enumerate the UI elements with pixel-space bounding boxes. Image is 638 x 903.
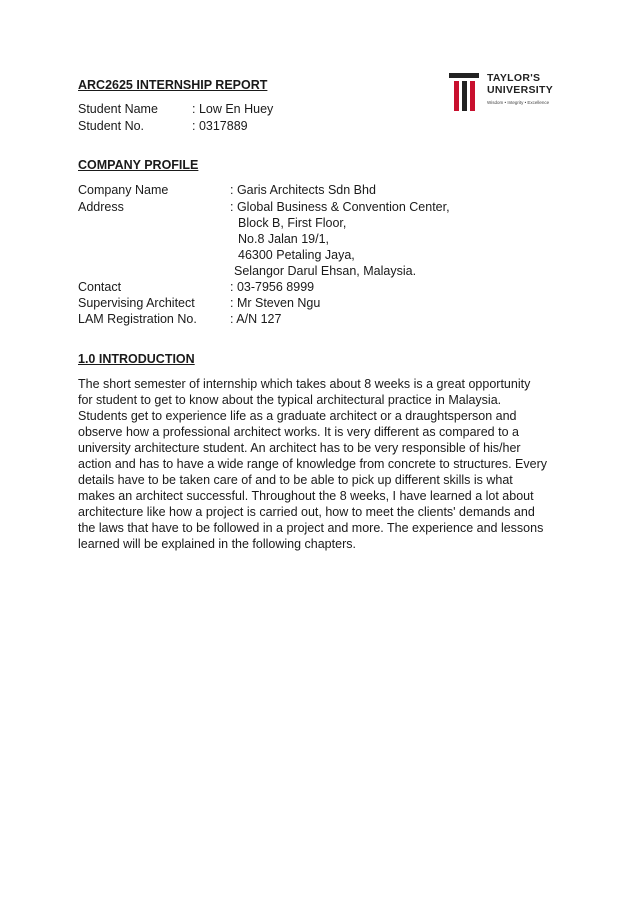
paragraph-line: the laws that have to be followed in a project and more. The experience and lessons	[78, 521, 544, 535]
address-line: 46300 Petaling Jaya,	[238, 248, 355, 262]
report-title: ARC2625 INTERNSHIP REPORT	[78, 78, 268, 92]
paragraph-line: Students get to experience life as a graduate architect or a draughtsperson and	[78, 409, 517, 423]
paragraph-line: university architecture student. An architect has to be very responsible of his/her	[78, 441, 521, 455]
logo-line2: UNIVERSITY	[487, 83, 554, 96]
company-name-value: : Garis Architects Sdn Bhd	[230, 183, 376, 197]
paragraph-line: The short semester of internship which takes about 8 weeks is a great opportunity	[78, 377, 531, 391]
logo-wordmark	[487, 73, 553, 96]
address-line: Selangor Darul Ehsan, Malaysia.	[234, 264, 417, 278]
student-no-value: : 0317889	[192, 119, 248, 133]
university-crest-icon	[449, 73, 483, 113]
student-name-label: Student Name	[78, 102, 158, 116]
student-no-label: Student No.	[78, 119, 145, 133]
paragraph-line: learned will be explained in the following chapters.	[78, 537, 356, 551]
paragraph-line: action and has to have a wide range of knowledge from concrete to structures. Every	[78, 457, 548, 471]
paragraph-line: architecture like how a project is carried out, how to meet the clients' demands and	[78, 505, 535, 519]
logo-tagline: Wisdom • Integrity • Excellence	[487, 100, 550, 105]
address-line: No.8 Jalan 19/1,	[238, 232, 330, 246]
contact-value: : 03-7956 8999	[230, 280, 315, 294]
company-name-label: Company Name	[78, 183, 169, 197]
address-line: Block B, First Floor,	[238, 216, 347, 230]
taylors-university-logo	[449, 73, 564, 113]
introduction-paragraph	[78, 376, 560, 552]
supervisor-value: : Mr Steven Ngu	[230, 296, 321, 310]
paragraph-line: details have to be taken care of and to be able to pick up different skills is what	[78, 473, 513, 487]
address-line: : Global Business & Convention Center,	[230, 200, 450, 214]
address-label: Address	[78, 200, 124, 214]
contact-label: Contact	[78, 280, 122, 294]
paragraph-line: makes an architect successful. Throughout the 8 weeks, I have learned a lot about	[78, 489, 534, 503]
supervisor-label: Supervising Architect	[78, 296, 195, 310]
lam-registration-label: LAM Registration No.	[78, 312, 197, 326]
lam-registration-value: : A/N 127	[230, 312, 282, 326]
student-name-value: : Low En Huey	[192, 102, 274, 116]
logo-line1: TAYLOR'S	[487, 72, 541, 84]
paragraph-line: observe how a professional architect works. It is very different as compared to a	[78, 425, 519, 439]
introduction-heading: 1.0 INTRODUCTION	[78, 352, 195, 366]
company-profile-heading: COMPANY PROFILE	[78, 158, 199, 172]
paragraph-line: for student to get to know about the typical architectural practice in Malaysia.	[78, 393, 502, 407]
